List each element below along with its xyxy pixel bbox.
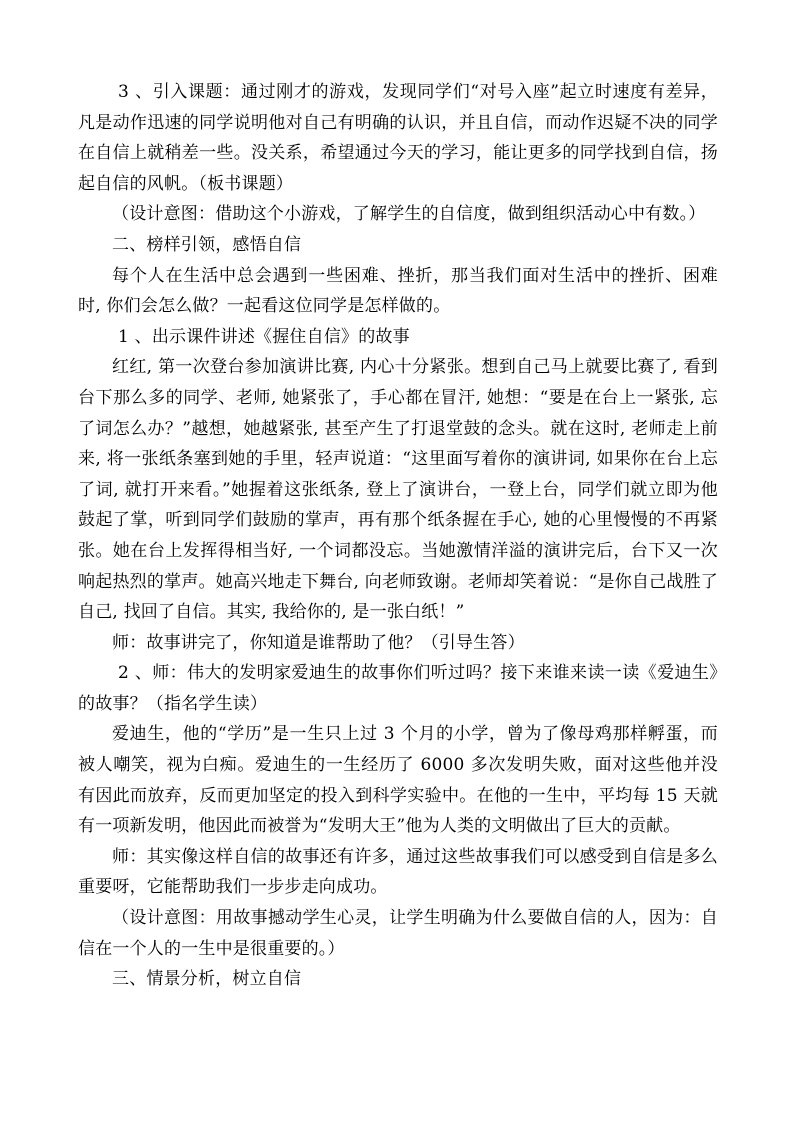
paragraph-intro-topic: 3 、引入课题：通过刚才的游戏，发现同学们“对号入座”起立时速度有差异，凡是动作迅速的同学说明他对自己有明确的认识，并且自信，而动作迟疑不决的同学在自信上就稍差一些。没关系，希望通过今天的学习，能让更多的同学找到自信，扬起自信的风帆。（板书课题） [78,82,718,194]
paragraph-story-item-1: 1 、出示课件讲述《握住自信》的故事 [118,326,410,347]
paragraph-teacher-question: 师：故事讲完了，你知道是谁帮助了他？（引导生答） [112,632,525,653]
paragraph-story-honghong: 红红, 第一次登台参加演讲比赛, 内心十分紧张。想到自己马上就要比赛了, 看到台下那么多的同学、老师, 她紧张了，手心都在冒汗, 她想：“要是在台上一紧张, 忘了词怎么办？”越想，她越紧张, 甚至产生了打退堂鼓的念头。就在这时, 老师走上前来, 将一张纸条塞到她的手里，轻声说道：“这里面写着你的演讲词, 如果你在台上忘了词, 就打开来看。”她握着这张纸条, 登上了演讲台，一登上台，同学们就立即为他鼓起了掌，听到同学们鼓励的掌声，再有那个纸条握在手心, 她的心里慢慢的不再紧张。她在台上发挥得相当好, 一个词都没忘。当她激情洋溢的演讲完后，台下又一次响起热烈的掌声。她高兴地走下舞台, 向老师致谢。老师却笑着说：“是你自己战胜了自己, 找回了自信。其实, 我给你的, 是一张白纸！” [78,357,718,623]
paragraph-story-item-2: 2 、师：伟大的发明家爱迪生的故事你们听过吗？接下来谁来读一读《爱迪生》的故事？（指名学生读） [78,663,718,714]
paragraph-difficulties: 每个人在生活中总会遇到一些困难、挫折，那当我们面对生活中的挫折、困难时, 你们会怎么做？一起看这位同学是怎样做的。 [78,265,718,317]
paragraph-design-intent-1: （设计意图：借助这个小游戏，了解学生的自信度，做到组织活动心中有数。） [112,204,706,225]
paragraph-teacher-summary: 师：其实像这样自信的故事还有许多，通过这些故事我们可以感受到自信是多么重要呀，它能帮助我们一步步走向成功。 [78,846,718,898]
document-body [78,77,718,995]
section-heading-2: 二、榜样引领，感悟自信 [112,234,302,255]
section-heading-3: 三、情景分析，树立自信 [112,969,302,990]
paragraph-story-edison: 爱迪生，他的“学历”是一生只上过 3 个月的小学，曾为了像母鸡那样孵蛋，而被人嘲笑，视为白痴。爱迪生的一生经历了 6000 多次发明失败，面对这些他并没有因此而放弃，反而更加坚定的投入到科学实验中。在他的一生中，平均每 15 天就有一项新发明，他因此而被誉为“发明大王”他为人类的文明做出了巨大的贡献。 [78,724,718,837]
paragraph-design-intent-2: （设计意图：用故事撼动学生心灵，让学生明确为什么要做自信的人，因为：自信在一个人的一生中是很重要的。） [78,908,718,959]
